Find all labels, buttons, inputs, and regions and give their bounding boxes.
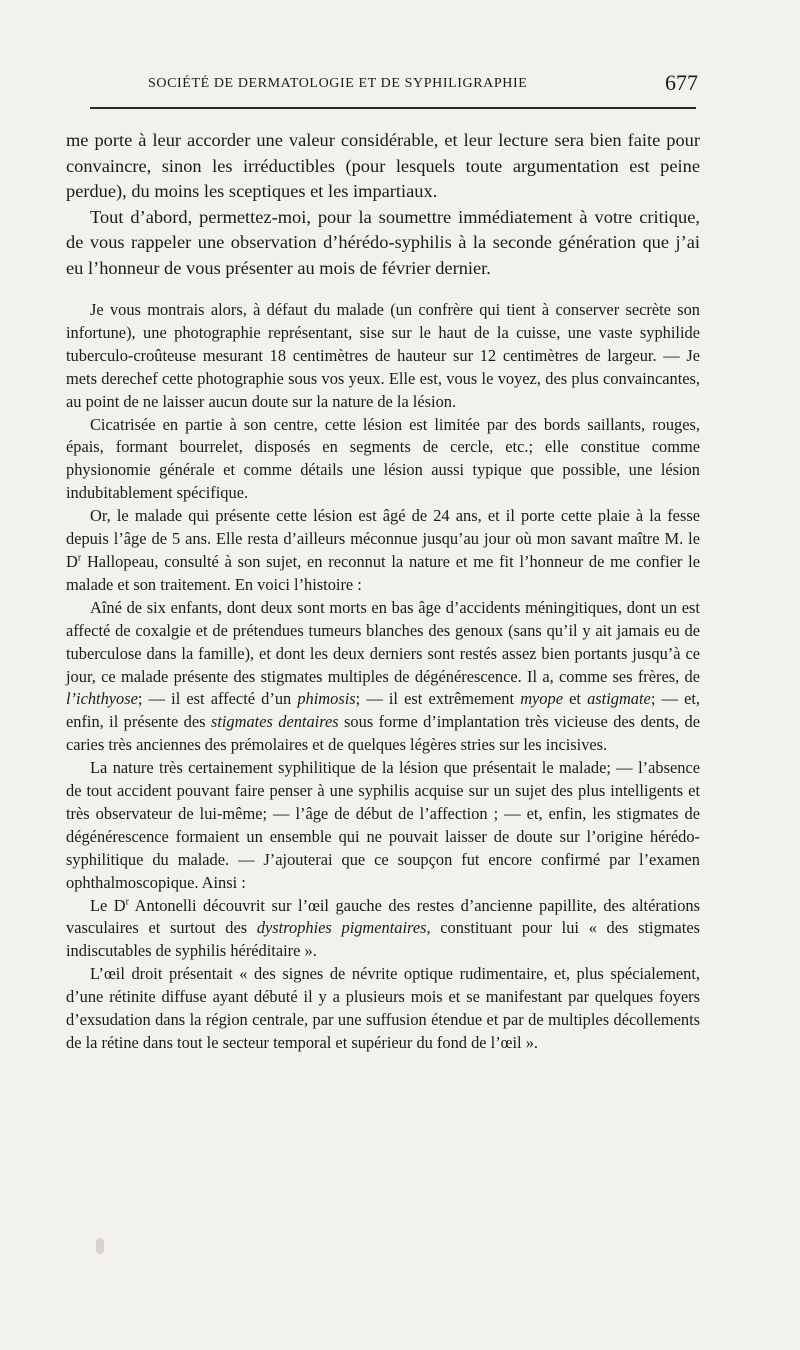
paragraph-8-part-a: Le D xyxy=(90,895,126,915)
main-text xyxy=(66,128,700,281)
observation-text xyxy=(66,299,700,1055)
paragraph-8-part-b: Antonelli découvrit sur l’œil gauche des restes d’ancienne papillite, des altérations vasculaires et surtout des xyxy=(66,895,700,938)
paper-blemish xyxy=(96,1238,104,1254)
paragraph-1: me porte à leur accorder une valeur considérable, et leur lecture sera bien faite pour convaincre, sinon les irréductibles (pour lesquels toute argumentation est peine perdue), du moins les sceptiques et les impartiaux. xyxy=(66,130,700,201)
paragraph-8 xyxy=(66,895,700,964)
paragraph-8-part-c: , constituant pour lui « des stigmates indiscutables de syphilis héréditaire ». xyxy=(66,918,701,961)
term-astigmate: astigmate xyxy=(587,689,651,709)
paragraph-4: Cicatrisée en partie à son centre, cette lésion est limitée par des bords saillants, rouges, épais, formant bourrelet, disposés en segments de cercle, etc.; elle constitue comme physionomie générale et comme détails une lésion aussi typique que possible, une lésion indubitablement spécifique. xyxy=(66,414,700,503)
running-title: SOCIÉTÉ DE DERMATOLOGIE ET DE SYPHILIGRAPHIE xyxy=(148,76,528,91)
paragraph-3: Je vous montrais alors, à défaut du malade (un confrère qui tient à conserver secrète son infortune), une photographie représentant, sise sur le haut de la cuisse, une vaste syphilide tuberculo-croûteuse mesurant 18 centimètres de hauteur sur 12 centimètres de largeur. — Je mets derechef cette photographie sous vos yeux. Elle est, vous le voyez, des plus convaincantes, au point de ne laisser aucun doute sur la nature de la lésion. xyxy=(66,300,700,411)
paragraph-2: Tout d’abord, permettez-moi, pour la soumettre immédiatement à votre critique, de vous rappeler une observation d’hérédo-syphilis à la seconde génération que j’ai eu l’honneur de vous présenter au mois de février dernier. xyxy=(66,206,700,278)
paragraph-6-part-e: ; — et, enfin, il présente des xyxy=(66,689,700,732)
term-phimosis: phimosis xyxy=(297,689,356,709)
doctor-abbrev-sup-2: r xyxy=(125,896,129,908)
paragraph-6-part-c: ; — il est extrêmement xyxy=(355,689,521,709)
page-body xyxy=(66,128,700,1055)
header-rule xyxy=(90,107,696,109)
term-myope: myope xyxy=(520,689,563,709)
paragraph-6 xyxy=(66,597,700,757)
paragraph-6-part-a: Aîné de six enfants, dont deux sont morts en bas âge d’accidents méningitiques, dont un est affecté de coxalgie et de prétendues tumeurs blanches des genoux (sans qu’il y ait jamais eu de tuberculose dans la famille), et dont les deux derniers sont restés assez bien portants jusqu’à ce jour, ce malade présente des stigmates multiples de dégénérescence. Il a, comme ses frères, de xyxy=(66,597,700,686)
paragraph-6-part-f: sous forme d’implantation très vicieuse des dents, de caries très anciennes des prémolaires et de quelques légères stries sur les incisives. xyxy=(66,712,701,755)
book-page xyxy=(66,0,700,1350)
running-head xyxy=(66,72,700,102)
paragraph-6-part-b: ; — il est affecté d’un xyxy=(137,689,298,709)
paragraph-9: L’œil droit présentait « des signes de névrite optique rudimentaire, et, plus spécialement, d’une rétinite diffuse ayant débuté il y a plusieurs mois et se manifestant par quelques foyers d’exsudation dans la région centrale, par une suffusion étendue et par de multiples décollements de la rétine dans tout le secteur temporal et supérieur du fond de l’œil ». xyxy=(66,964,700,1052)
paragraph-5 xyxy=(66,505,700,597)
term-ichthyose: l’ichthyose xyxy=(66,689,138,709)
paragraph-6-part-d: et xyxy=(562,689,588,709)
paragraph-5-rest: Hallopeau, consulté à son sujet, en reconnut la nature et me fit l’honneur de me confier le malade et son traitement. En voici l’histoire : xyxy=(66,551,700,594)
paragraph-7: La nature très certainement syphilitique de la lésion que présentait le malade; — l’absence de tout accident pouvant faire penser à une syphilis acquise sur un sujet des plus intelligents et très observateur de lui-même; — l’âge de début de l’affection ; — et, enfin, les stigmates de dégénérescence formaient un ensemble qui ne pouvait laisser de doute sur l’origine hérédo-syphilitique du malade. — J’ajouterai que ce soupçon fut encore confirmé par l’examen ophthalmoscopique. Ainsi : xyxy=(66,758,700,892)
term-stigmates-dentaires: stigmates dentaires xyxy=(210,712,339,732)
term-dystrophies-pigmentaires: dystrophies pigmentaires xyxy=(256,918,427,938)
page-number: 677 xyxy=(665,70,698,95)
paragraph-5-text: Or, le malade qui présente cette lésion est âgé de 24 ans, et il porte cette plaie à la fesse depuis l’âge de 5 ans. Elle resta d’ailleurs méconnue jusqu’au jour où mon savant maître M. le D xyxy=(66,506,700,571)
doctor-abbrev-sup: r xyxy=(77,552,82,564)
